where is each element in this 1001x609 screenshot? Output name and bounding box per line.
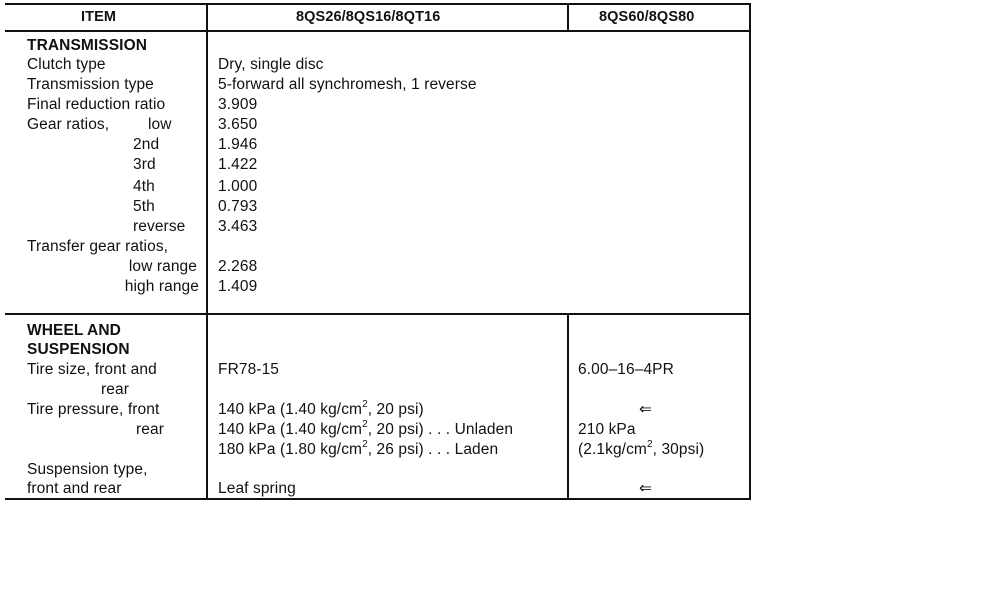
- transmission-type-value: 5-forward all synchromesh, 1 reverse: [218, 76, 477, 93]
- transfer-low-label: low range: [128, 258, 197, 275]
- tire-pressure-front-text: 140 kPa (1.40 kg/cm: [218, 401, 363, 418]
- transfer-high-value: 1.409: [218, 278, 258, 295]
- gear-reverse-label: reverse: [133, 218, 186, 235]
- tire-size-value-2: 6.00–16–4PR: [578, 361, 674, 378]
- col-divider-2-header: [567, 3, 569, 32]
- superscript: 2: [362, 398, 368, 410]
- clutch-type-value: Dry, single disc: [218, 56, 324, 73]
- tire-pressure-laden-tail: , 26 psi) . . . Laden: [367, 441, 499, 458]
- section-divider: [5, 313, 751, 315]
- superscript: 2: [362, 438, 368, 450]
- transmission-title: TRANSMISSION: [27, 37, 148, 54]
- transfer-low-value: 2.268: [218, 258, 258, 275]
- table-bottom-border: [5, 498, 751, 500]
- tire-pressure-laden-text: 180 kPa (1.80 kg/cm: [218, 441, 363, 458]
- tire-pressure-front-value: [218, 400, 424, 419]
- superscript: 2: [646, 438, 653, 450]
- gear-4th-value: 1.000: [218, 178, 258, 195]
- gear-low-value: 3.650: [218, 116, 258, 133]
- transfer-high-label: high range: [124, 278, 199, 295]
- wheel-title-line1: WHEEL AND: [27, 322, 121, 339]
- header-item: ITEM: [81, 9, 117, 25]
- col-divider-2-wheel: [567, 313, 569, 500]
- transmission-type-label: Transmission type: [27, 76, 154, 93]
- gear-5th-value: 0.793: [218, 198, 258, 215]
- gear-2nd-value: 1.946: [218, 136, 258, 153]
- final-reduction-value: 3.909: [218, 96, 258, 113]
- tire-size-label-rear: rear: [101, 381, 129, 398]
- gear-ratios-label: Gear ratios,: [27, 116, 110, 133]
- table-top-border: [5, 3, 751, 5]
- superscript: 2: [362, 418, 368, 430]
- tire-pressure-rear-value-2: 210 kPa: [578, 421, 636, 438]
- table-right-border: [749, 3, 751, 500]
- col-divider-1: [206, 3, 208, 500]
- ditto-arrow-icon: ⇐: [639, 480, 653, 497]
- rear-value2-tail: , 30psi): [652, 441, 705, 458]
- tire-size-label: Tire size, front and: [27, 361, 157, 378]
- gear-3rd-value: 1.422: [218, 156, 258, 173]
- gear-4th-label: 4th: [133, 178, 155, 195]
- spec-table: [5, 3, 751, 500]
- wheel-title-line2: SUSPENSION: [27, 341, 130, 358]
- gear-2nd-label: 2nd: [133, 136, 160, 153]
- tire-pressure-front-tail: , 20 psi): [367, 401, 424, 418]
- clutch-type-label: Clutch type: [27, 56, 106, 73]
- tire-pressure-rear-value-2b: [578, 440, 704, 459]
- tire-pressure-rear-laden: [218, 440, 498, 459]
- tire-pressure-rear-unladen: [218, 420, 513, 439]
- header-bottom-border: [5, 30, 751, 32]
- gear-5th-label: 5th: [133, 198, 155, 215]
- rear-value2-text: (2.1kg/cm: [578, 441, 647, 458]
- header-col1: 8QS26/8QS16/8QT16: [296, 9, 441, 25]
- header-col2: 8QS60/8QS80: [599, 9, 695, 25]
- suspension-label: Suspension type,: [27, 461, 148, 478]
- tire-pressure-label: Tire pressure, front: [27, 401, 160, 418]
- tire-pressure-unladen-tail: , 20 psi) . . . Unladen: [367, 421, 514, 438]
- suspension-value: Leaf spring: [218, 480, 296, 497]
- gear-3rd-label: 3rd: [133, 156, 156, 173]
- gear-low-label: low: [148, 116, 172, 133]
- gear-reverse-value: 3.463: [218, 218, 258, 235]
- suspension-label-2: front and rear: [27, 480, 122, 497]
- tire-pressure-label-rear: rear: [136, 421, 164, 438]
- final-reduction-label: Final reduction ratio: [27, 96, 166, 113]
- tire-size-value: FR78-15: [218, 361, 280, 378]
- ditto-arrow-icon: ⇐: [639, 401, 653, 418]
- tire-pressure-unladen-text: 140 kPa (1.40 kg/cm: [218, 421, 363, 438]
- transfer-gear-label: Transfer gear ratios,: [27, 238, 169, 255]
